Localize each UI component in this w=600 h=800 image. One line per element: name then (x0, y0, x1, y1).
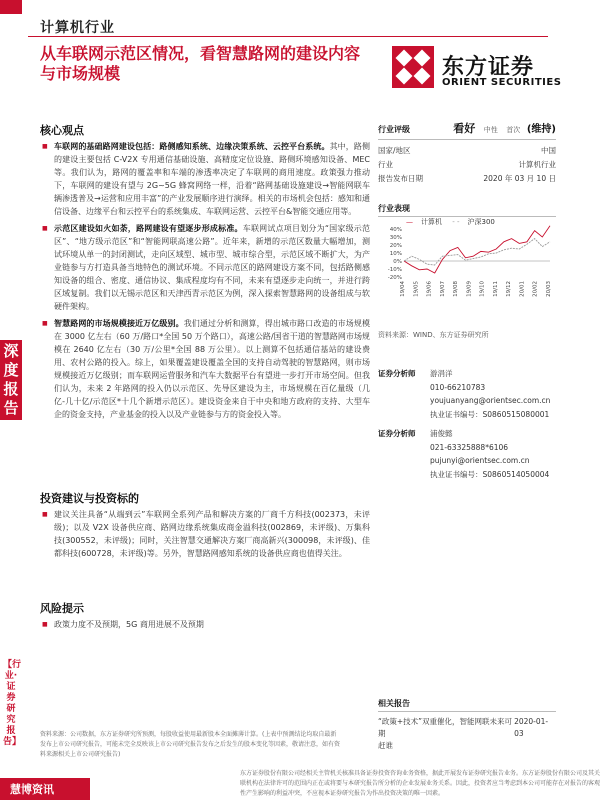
info-row: 国家/地区 中国 (378, 146, 556, 155)
analyst-2: 证券分析师 浦俊懿 021-63325888*6106 pujunyi@orientsec.com.cn 执业证书编号：S0860514050004 (378, 427, 556, 481)
risk-list (40, 618, 370, 635)
list-item: ■ 政策力度不及预期，5G 商用进展不及预期 (40, 618, 370, 631)
chart-source: 资料来源：WIND、东方证券研究所 (378, 331, 489, 339)
legend-series-1: 沪深300 (467, 218, 495, 226)
risk-title: 风险提示 (40, 602, 84, 615)
related-suffix: 赶谁 (378, 741, 393, 750)
vertical-report-label: 【行业·证券研究报告】 (3, 660, 22, 747)
core-views-list (40, 140, 370, 425)
orient-logo-icon (392, 46, 434, 88)
footer-disclaimer: 东方证券股份有限公司经相关主管机关核准具备证券投资咨询业务资格，据此开展发布证券研究报告业务。东方证券股份有限公司及其关联机构在法律许可的范围内正在或将要与本研究报告所分析的企业发展业务关系。因此，投资者应当考虑到本公司可能存在对报告的客观性产生影响的利益冲突，不应视本证券研究报告为作出投资决策的唯一因素。 (240, 770, 600, 797)
industry-label: 计算机行业 (40, 20, 115, 36)
y-tick-label: 20% (389, 243, 402, 249)
x-tick-label: 19/10 (479, 281, 486, 297)
analyst-email[interactable]: pujunyi@orientsec.com.cn (430, 456, 530, 465)
y-tick-label: 40% (389, 227, 402, 233)
logo-en-text: ORIENT SECURITIES (442, 77, 562, 88)
data-disclaimer: 资料来源：公司数据，东方证券研究所预测，每股收益使用最新股本全面摊薄计算。(上表中预测结论均取自最新发布上市公司研究报告，可能未完全反映该上市公司研究报告发布之后发生的股本变化等因素，敬请注意，如有资料来源相关上市公司研究报告) (40, 731, 341, 758)
list-item: ■ 建议关注具备“从端到云”车联网全系列产品和解决方案的厂商千方科技(002373，未评级)；以及 V2X 设备供应商、路网边缘系统集成商金溢科技(002869，未评级)、万集科技(300552，未评级)；同时，关注智慧交通解决方案厂商高新兴(300098，未评级)、佳都科技(600728，未评级)等。另外，智慧路网感知系统的设备供应商也值得关注。 (40, 508, 370, 560)
info-row: 报告发布日期 2020 年 03 月 10 日 (378, 174, 556, 183)
x-tick-label: 20/02 (532, 281, 539, 297)
list-item: ■ 车联网的基础路网建设包括：路侧感知系统、边缘决策系统、云控平台系统。其中，路侧的建设主要包括 C-V2X 专用通信基础设施、高精度定位设施、路侧环境感知设备、MEC 等。我们认为，路网的覆盖率和车端的渗透率决定了车联网的商用速度。政策强力推动下，车联网的建设有望与 2G~5G 蜂窝网络一样，沿着“路网基础设施建设→智能网联车辆渗透普及→运营和应用丰富”的产业发展顺序进行演绎。相关的市场机会包括：感知和通信设备、边缘平台和云控平台的系统集成、车联网运营、云控平台&智能交通应用等。 (40, 140, 370, 218)
analyst-name: 游涓洋 (430, 369, 453, 378)
left-sidebar (0, 0, 22, 800)
legend-series-0: 计算机 (421, 218, 442, 226)
analyst-email[interactable]: youjuanyang@orientsec.com.cn (430, 396, 551, 405)
rating-block (378, 120, 556, 186)
rating-neutral: 中性 (483, 126, 498, 134)
x-tick-label: 19/08 (453, 281, 460, 297)
rating-maintain: (维持) (526, 124, 556, 135)
investment-list (40, 508, 370, 564)
watermark-stamp: 慧博资讯 (0, 778, 90, 800)
list-item: ■ 示范区建设如火如荼，路网建设有望逐步形成标准。车联网试点项目划分为“国家级示范区”、“地方级示范区”和“智能网联高速公路”。近年来，新增的示范区数量大幅增加，测试环境从单一的封闭测试，走向区域型、城市型、城市综合型，示范区域不断扩大，为产业链参与方打造具备当地特色的测试环境。不同示范区的路网建设方案不同，包括路侧感知设备的组合、密度、通信协议、集成程度均有不同，未来有望逐步走向统一，并进行跨区域复制。我们以无锡示范区和天津西青示范区为例，深入探索智慧路网的设备组成与软硬件架构。 (40, 222, 370, 313)
industry-chart-block (378, 203, 556, 217)
logo-cn-text: 东方证券 (442, 55, 535, 80)
report-title: 从车联网示范区情况，看智慧路网的建设内容与市场规模 (40, 44, 361, 83)
x-tick-label: 19/12 (506, 281, 513, 297)
y-tick-label: 10% (389, 251, 402, 257)
x-tick-label: 20/01 (519, 281, 526, 297)
chart-svg (378, 217, 556, 307)
list-item: ■ 智慧路网的市场规模接近万亿级别。我们通过分析和测算，得出城市路口改造的市场规模在 3000 亿左右（60 万/路口*全国 50 万个路口），高速公路/国省干道的智慧路网市场规模在 2640 亿左右（30 万/公里*全国 88 万公里）。以上测算不包括通信基站的建设费用、农村公路的投入。综上，如果覆盖建设覆盖全国的支持自动驾驶的智慧路网，则市场规模接近万亿级别；而车联网运营服务和汽车大数据平台有望进一步打开市场空间。但我们认为，未来 2 年路网的投入仍以示范区、先导区建设为主，市场规模在百亿量级（几亿-几十亿/示范区*十几个新增示范区）。建设资金来自于中央和地方政府的支持、大型车企的资金支持，产业基金的投入以及产业链参与方的资金投入等。 (40, 317, 370, 421)
analyst-cert: 执业证书编号：S0860514050004 (430, 469, 550, 479)
investment-title: 投资建议与投资标的 (40, 492, 139, 505)
sidebar-top-bar (0, 0, 22, 14)
analyst-phone: 021-63325888*6106 (430, 442, 509, 452)
x-tick-label: 19/07 (439, 281, 446, 297)
y-tick-label: -20% (387, 275, 402, 281)
series-line-0 (404, 226, 550, 273)
x-tick-label: 19/06 (426, 281, 433, 297)
related-date: 2020-01-03 (514, 717, 549, 738)
related-title: 相关报告 (378, 698, 556, 712)
related-reports (378, 698, 556, 752)
rating-first: 首次 (506, 126, 521, 134)
x-tick-label: 19/11 (492, 281, 499, 297)
x-tick-label: 20/03 (546, 281, 552, 297)
x-tick-label: 19/04 (400, 281, 406, 297)
industry-chart (378, 217, 556, 307)
header-divider (28, 36, 548, 37)
y-tick-label: 0% (393, 259, 402, 265)
info-row: 行业 计算机行业 (378, 160, 556, 169)
y-tick-label: -10% (387, 267, 402, 273)
industry-chart-title: 行业表现 (378, 203, 556, 217)
rating-value: 看好 (453, 122, 476, 135)
analyst-1: 证券分析师 游涓洋 010-66210783 youjuanyang@orientsec.com.cn 执业证书编号：S0860515080001 (378, 367, 556, 421)
rating-label: 行业评级 (378, 125, 410, 134)
company-logo (392, 46, 582, 96)
related-item[interactable]: “政策+技术”双重催化，智能网联未来可期 2020-01-03 (378, 716, 556, 740)
rating-row (378, 120, 556, 140)
analyst-cert: 执业证书编号：S0860515080001 (430, 409, 550, 419)
y-tick-label: 30% (389, 235, 402, 241)
x-tick-label: 19/05 (413, 281, 420, 297)
core-views-title: 核心观点 (40, 124, 84, 137)
depth-report-label: 深度报告 (0, 340, 22, 420)
analyst-name: 浦俊懿 (430, 429, 453, 438)
x-tick-label: 19/09 (466, 281, 473, 297)
chart-legend: — 计算机 - - 沪深300 (406, 218, 495, 226)
analyst-phone: 010-66210783 (430, 382, 486, 392)
